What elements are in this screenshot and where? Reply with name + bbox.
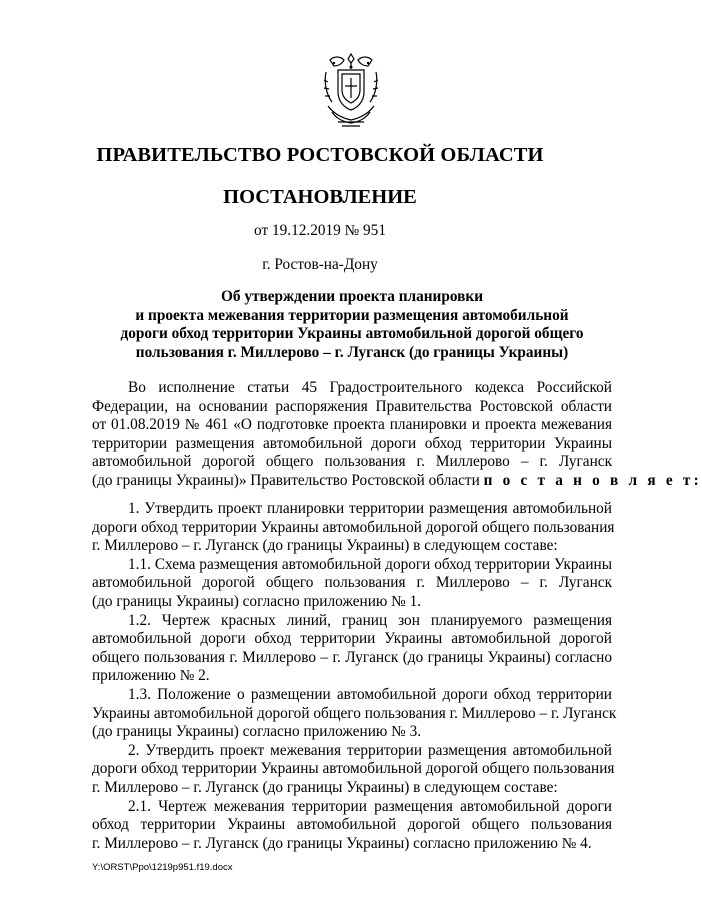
item-line: г. Миллерово – г. Луганск (до границы Украины) в следующем составе: [92, 537, 558, 555]
preamble-line: автомобильной дорогой общего пользования г. Миллерово – г. Луганск [92, 453, 612, 471]
preamble-line: (до границы Украины)» Правительство Ростовской области [92, 471, 484, 489]
heading-line: и проекта межевания территории размещения автомобильной [135, 306, 569, 324]
preamble-line: Федерации, на основании распоряжения Правительства Ростовской области [92, 397, 612, 415]
preamble-last-line [92, 471, 702, 491]
item-line: 1.1. Схема размещения автомобильной дороги обход территории Украины [128, 555, 612, 573]
item-1-1 [92, 556, 612, 612]
item-2 [92, 741, 615, 798]
preamble-line: Во исполнение статьи 45 Градостроительного кодекса Российской [128, 379, 612, 396]
item-line: 2. Утвердить проект межевания территории размещения автомобильной [128, 741, 612, 759]
document-type: ПОСТАНОВЛЕНИЕ [223, 186, 417, 208]
item-line: дороги обход территории Украины автомобильной дорогой общего пользования [92, 518, 615, 536]
coat-of-arms-emblem [318, 50, 384, 130]
item-line: 1.3. Положение о размещении автомобильной дороги обход территории [128, 685, 612, 703]
city: г. Ростов-на-Дону [262, 256, 378, 273]
resolves-word: п о с т а н о в л я е т: [483, 471, 702, 489]
item-line: автомобильной дорогой общего пользования г. Миллерово – г. Луганск [92, 574, 612, 592]
item-2-1 [92, 798, 612, 854]
resolution-items [92, 500, 617, 853]
item-line: общего пользования г. Миллерово – г. Луганск (до границы Украины) согласно [92, 648, 612, 666]
item-line: 2.1. Чертеж межевания территории размещения автомобильной дороги [128, 797, 612, 815]
item-line: автомобильной дороги обход территории Украины автомобильной дорогой [92, 630, 612, 648]
preamble-paragraph [92, 379, 702, 491]
item-1-2 [92, 612, 612, 686]
item-line: 1.2. Чертеж красных линий, границ зон планируемого размещения [128, 611, 612, 629]
document-heading [92, 288, 612, 362]
item-line: (до границы Украины) согласно приложению № 3. [92, 723, 422, 741]
item-line: Украины автомобильной дорогой общего пользования г. Миллерово – г. Луганск [92, 704, 617, 722]
preamble-line: от 01.08.2019 № 461 «О подготовке проекта планировки и проекта межевания [92, 416, 612, 434]
file-path-footer: Y:\ORST\Ppo\1219p951.f19.docx [92, 862, 233, 873]
item-line: приложению № 2. [92, 667, 210, 685]
date-and-number: от 19.12.2019 № 951 [254, 222, 386, 239]
heading-line: Об утверждении проекта планировки [220, 288, 484, 305]
government-name: ПРАВИТЕЛЬСТВО РОСТОВСКОЙ ОБЛАСТИ [96, 144, 544, 166]
item-line: (до границы Украины) согласно приложению № 1. [92, 592, 422, 610]
preamble-line: территории размещения автомобильной дороги обход территории Украины [92, 434, 612, 452]
item-1 [92, 500, 615, 556]
heading-line: пользования г. Миллерово – г. Луганск (до границы Украины) [135, 343, 569, 361]
item-line: дороги обход территории Украины автомобильной дорогой общего пользования [92, 760, 615, 778]
item-line: 1. Утвердить проект планировки территории размещения автомобильной [128, 500, 612, 517]
item-line: г. Миллерово – г. Луганск (до границы Украины) в следующем составе: [92, 778, 558, 796]
item-line: обход территории Украины автомобильной дорогой общего пользования [92, 816, 612, 834]
item-line: г. Миллерово – г. Луганск (до границы Украины) согласно приложению № 4. [92, 834, 592, 852]
heading-line: дороги обход территории Украины автомобильной дорогой общего [120, 325, 584, 343]
item-1-3 [92, 685, 617, 742]
